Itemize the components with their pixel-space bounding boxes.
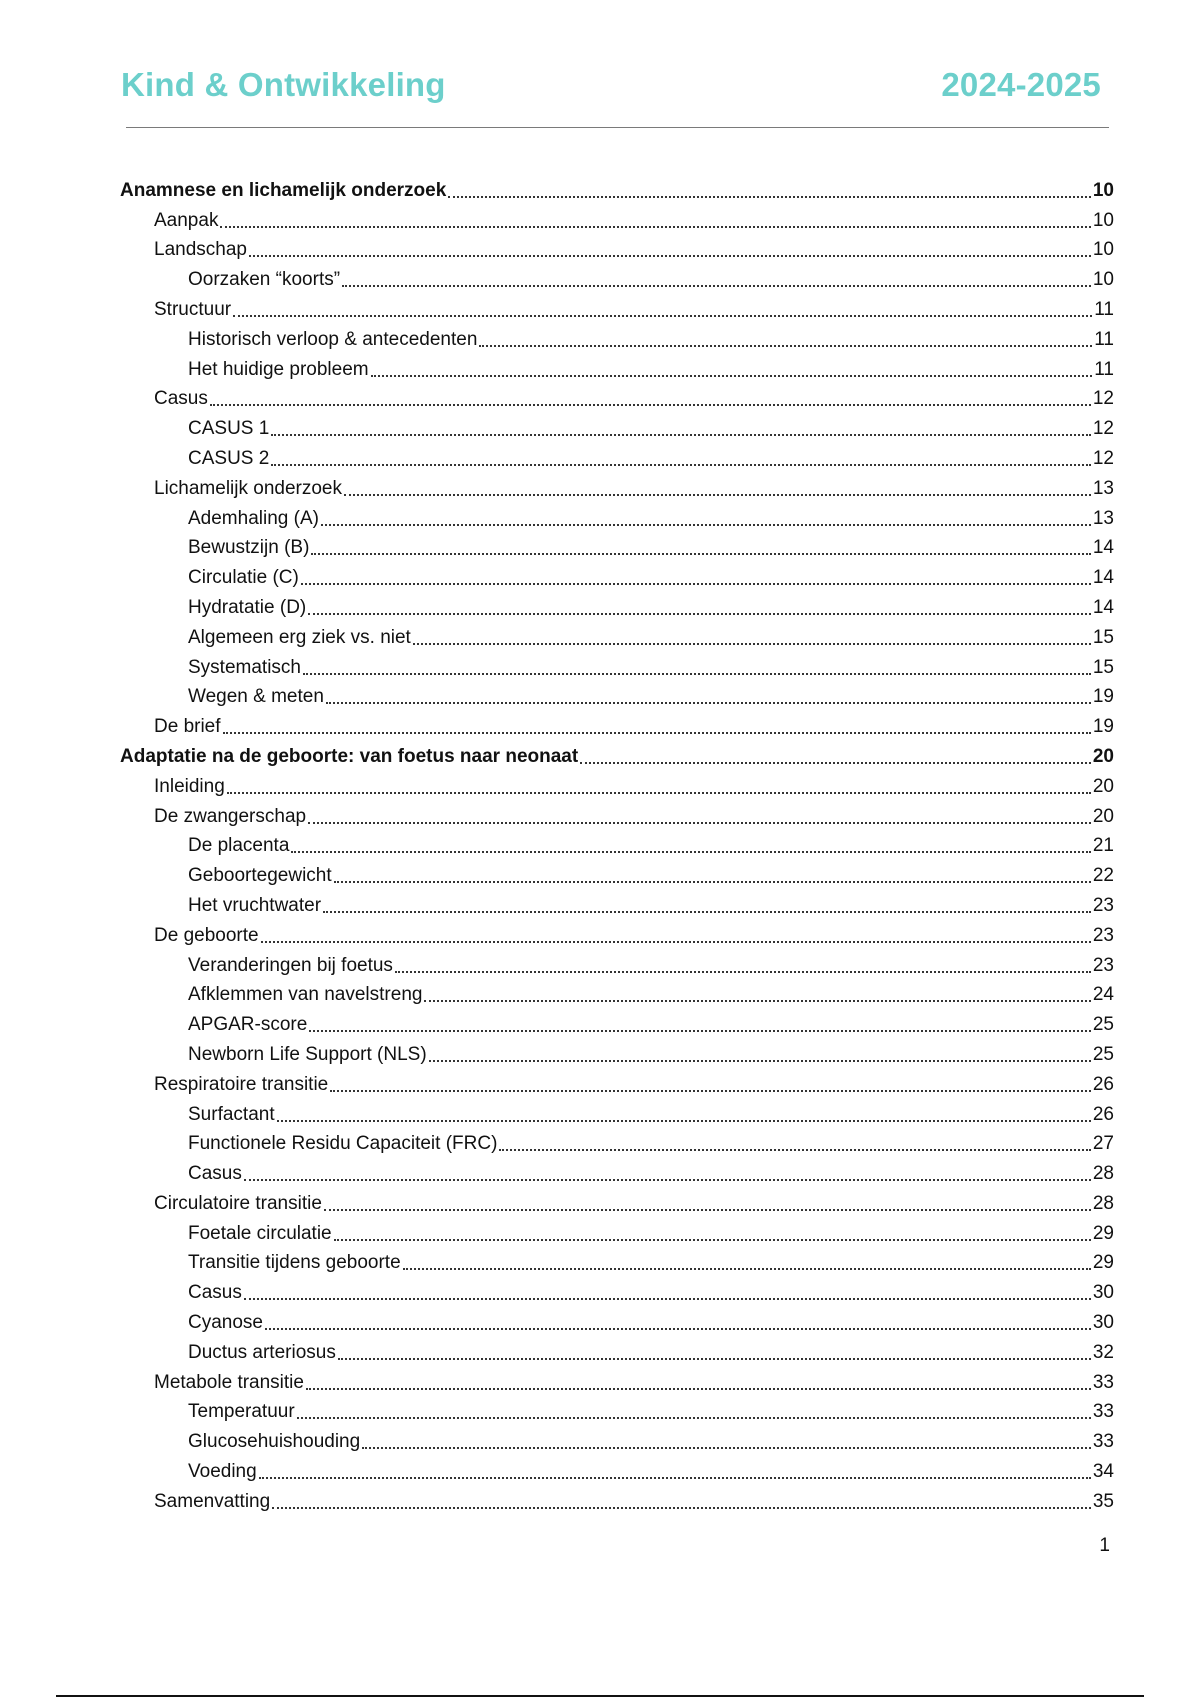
toc-entry[interactable] [120, 708, 1114, 738]
toc-entry[interactable] [120, 172, 1114, 202]
toc-entry-title: Systematisch [188, 656, 301, 678]
toc-entry-title: Casus [188, 1163, 242, 1185]
toc-entry[interactable] [120, 798, 1114, 828]
toc-entry[interactable] [120, 500, 1114, 530]
toc-entry-page: 10 [1092, 179, 1114, 201]
toc-entry[interactable] [120, 768, 1114, 798]
toc-entry[interactable] [120, 649, 1114, 679]
toc-entry-page: 28 [1092, 1192, 1114, 1214]
toc-entry-title: Newborn Life Support (NLS) [188, 1043, 427, 1065]
toc-entry[interactable] [120, 440, 1114, 470]
toc-entry-page: 10 [1092, 239, 1114, 261]
toc-dot-leader [321, 524, 1091, 526]
toc-entry-page: 12 [1092, 447, 1114, 469]
toc-dot-leader [334, 881, 1091, 883]
toc-entry-page: 15 [1092, 656, 1114, 678]
toc-entry-page: 26 [1092, 1073, 1114, 1095]
toc-entry[interactable] [120, 291, 1114, 321]
toc-entry-page: 10 [1092, 209, 1114, 231]
toc-entry-title: Respiratoire transitie [154, 1073, 329, 1095]
toc-entry-title: Historisch verloop & antecedenten [188, 328, 478, 350]
toc-dot-leader [265, 1328, 1091, 1330]
toc-dot-leader [271, 434, 1091, 436]
toc-entry-page: 15 [1092, 626, 1114, 648]
page-header [121, 66, 1101, 104]
toc-entry-page: 20 [1092, 745, 1114, 767]
toc-dot-leader [303, 673, 1091, 675]
toc-dot-leader [338, 1358, 1091, 1360]
toc-entry-page: 23 [1092, 924, 1114, 946]
toc-entry-title: Circulatie (C) [188, 567, 299, 589]
toc-entry-title: Geboortegewicht [188, 865, 332, 887]
toc-entry[interactable] [120, 589, 1114, 619]
toc-entry[interactable] [120, 1006, 1114, 1036]
toc-dot-leader [326, 702, 1091, 704]
toc-entry[interactable] [120, 381, 1114, 411]
toc-entry[interactable] [120, 1126, 1114, 1156]
toc-entry-page: 23 [1092, 894, 1114, 916]
toc-entry-title: Wegen & meten [188, 686, 324, 708]
toc-entry-title: De brief [154, 716, 221, 738]
toc-entry[interactable] [120, 351, 1114, 381]
toc-entry[interactable] [120, 1245, 1114, 1275]
toc-entry-title: Hydratatie (D) [188, 596, 307, 618]
toc-entry[interactable] [120, 917, 1114, 947]
toc-dot-leader [309, 1030, 1091, 1032]
toc-entry[interactable] [120, 530, 1114, 560]
toc-entry-title: Inleiding [154, 775, 225, 797]
toc-dot-leader [261, 941, 1091, 943]
toc-entry[interactable] [120, 1304, 1114, 1334]
toc-entry[interactable] [120, 1036, 1114, 1066]
toc-entry[interactable] [120, 261, 1114, 291]
toc-entry[interactable] [120, 1274, 1114, 1304]
toc-dot-leader [223, 732, 1091, 734]
toc-entry-title: Landschap [154, 239, 247, 261]
toc-dot-leader [210, 404, 1091, 406]
toc-dot-leader [395, 971, 1091, 973]
table-of-contents [120, 172, 1114, 1513]
toc-entry[interactable] [120, 1185, 1114, 1215]
toc-dot-leader [580, 762, 1091, 764]
toc-entry-title: Het vruchtwater [188, 894, 322, 916]
toc-entry-page: 34 [1092, 1461, 1114, 1483]
toc-entry-page: 21 [1092, 835, 1114, 857]
toc-entry[interactable] [120, 1215, 1114, 1245]
toc-entry-title: Casus [154, 388, 208, 410]
toc-entry[interactable] [120, 559, 1114, 589]
toc-entry[interactable] [120, 1096, 1114, 1126]
toc-entry-page: 12 [1092, 388, 1114, 410]
toc-dot-leader [297, 1417, 1091, 1419]
toc-entry[interactable] [120, 1423, 1114, 1453]
toc-entry-title: Ductus arteriosus [188, 1341, 336, 1363]
toc-entry-title: Foetale circulatie [188, 1222, 332, 1244]
toc-dot-leader [249, 255, 1091, 257]
toc-entry-page: 13 [1092, 477, 1114, 499]
toc-dot-leader [334, 1239, 1091, 1241]
toc-entry-title: Afklemmen van navelstreng [188, 984, 423, 1006]
toc-dot-leader [429, 1060, 1091, 1062]
toc-entry-title: CASUS 1 [188, 418, 270, 440]
toc-entry-title: Voeding [188, 1461, 257, 1483]
toc-entry-title: Transitie tijdens geboorte [188, 1252, 401, 1274]
toc-entry-page: 10 [1092, 269, 1114, 291]
toc-entry-title: Functionele Residu Capaciteit (FRC) [188, 1133, 498, 1155]
toc-dot-leader [479, 345, 1092, 347]
toc-dot-leader [272, 1507, 1091, 1509]
toc-entry-title: Het huidige probleem [188, 358, 369, 380]
toc-entry-page: 11 [1094, 298, 1114, 320]
toc-entry-title: Bewustzijn (B) [188, 537, 310, 559]
toc-entry-page: 29 [1092, 1222, 1114, 1244]
toc-entry[interactable] [120, 977, 1114, 1007]
toc-dot-leader [291, 851, 1090, 853]
toc-entry-page: 12 [1092, 418, 1114, 440]
toc-dot-leader [448, 196, 1091, 198]
toc-entry[interactable] [120, 1483, 1114, 1513]
toc-entry-page: 26 [1092, 1103, 1114, 1125]
toc-dot-leader [403, 1268, 1091, 1270]
toc-entry-page: 28 [1092, 1163, 1114, 1185]
toc-dot-leader [413, 643, 1091, 645]
toc-dot-leader [306, 1388, 1091, 1390]
footer-divider [56, 1695, 1144, 1697]
toc-entry-title: APGAR-score [188, 1014, 308, 1036]
toc-entry[interactable] [120, 321, 1114, 351]
toc-entry[interactable] [120, 202, 1114, 232]
toc-entry-title: Algemeen erg ziek vs. niet [188, 626, 411, 648]
toc-entry-title: Lichamelijk onderzoek [154, 477, 342, 499]
toc-dot-leader [499, 1149, 1090, 1151]
toc-dot-leader [311, 553, 1090, 555]
toc-dot-leader [259, 1477, 1091, 1479]
toc-dot-leader [308, 822, 1091, 824]
toc-entry-page: 14 [1092, 596, 1114, 618]
academic-year: 2024-2025 [941, 66, 1101, 103]
toc-entry-title: Ademhaling (A) [188, 507, 319, 529]
toc-dot-leader [342, 285, 1091, 287]
toc-entry-page: 30 [1092, 1312, 1114, 1334]
toc-entry-page: 30 [1092, 1282, 1114, 1304]
toc-entry-title: Surfactant [188, 1103, 275, 1125]
toc-entry-title: Metabole transitie [154, 1371, 304, 1393]
toc-entry-page: 33 [1092, 1371, 1114, 1393]
toc-entry-title: Cyanose [188, 1312, 263, 1334]
toc-entry[interactable] [120, 619, 1114, 649]
toc-entry-title: De zwangerschap [154, 805, 307, 827]
toc-entry[interactable] [120, 1453, 1114, 1483]
toc-dot-leader [227, 792, 1091, 794]
toc-entry-page: 27 [1092, 1133, 1114, 1155]
toc-entry[interactable] [120, 1364, 1114, 1394]
toc-dot-leader [330, 1090, 1091, 1092]
toc-dot-leader [233, 315, 1092, 317]
toc-entry[interactable] [120, 857, 1114, 887]
header-divider [126, 127, 1109, 128]
toc-dot-leader [371, 375, 1093, 377]
toc-entry-title: Adaptatie na de geboorte: van foetus naar neonaat [120, 745, 579, 767]
toc-entry[interactable] [120, 887, 1114, 917]
toc-entry-page: 23 [1092, 954, 1114, 976]
toc-entry-title: Circulatoire transitie [154, 1192, 322, 1214]
toc-entry[interactable] [120, 1394, 1114, 1424]
toc-entry-page: 14 [1092, 567, 1114, 589]
toc-dot-leader [424, 1000, 1090, 1002]
page-number: 1 [1099, 1535, 1110, 1556]
toc-entry-page: 22 [1092, 865, 1114, 887]
toc-entry[interactable] [120, 679, 1114, 709]
toc-entry-title: Casus [188, 1282, 242, 1304]
toc-entry-page: 11 [1094, 358, 1114, 380]
toc-entry-title: Structuur [154, 298, 232, 320]
toc-entry[interactable] [120, 828, 1114, 858]
toc-entry-title: Samenvatting [154, 1490, 271, 1512]
toc-entry-page: 25 [1092, 1014, 1114, 1036]
toc-entry-title: Glucosehuishouding [188, 1431, 361, 1453]
toc-entry-page: 19 [1092, 686, 1114, 708]
toc-entry[interactable] [120, 410, 1114, 440]
toc-dot-leader [362, 1447, 1091, 1449]
toc-entry-page: 20 [1092, 805, 1114, 827]
toc-entry-page: 32 [1092, 1341, 1114, 1363]
toc-dot-leader [244, 1298, 1091, 1300]
toc-entry-title: Oorzaken “koorts” [188, 269, 341, 291]
toc-entry-page: 13 [1092, 507, 1114, 529]
toc-entry[interactable] [120, 1155, 1114, 1185]
toc-entry-title: CASUS 2 [188, 447, 270, 469]
toc-dot-leader [271, 464, 1091, 466]
toc-entry[interactable] [120, 470, 1114, 500]
toc-dot-leader [324, 1209, 1091, 1211]
toc-entry-page: 24 [1092, 984, 1114, 1006]
toc-entry[interactable] [120, 738, 1114, 768]
toc-entry-title: Temperatuur [188, 1401, 295, 1423]
toc-entry-page: 29 [1092, 1252, 1114, 1274]
toc-entry-title: Anamnese en lichamelijk onderzoek [120, 179, 447, 201]
toc-entry-title: Veranderingen bij foetus [188, 954, 393, 976]
toc-entry[interactable] [120, 1334, 1114, 1364]
toc-dot-leader [244, 1179, 1091, 1181]
toc-entry[interactable] [120, 1066, 1114, 1096]
toc-dot-leader [301, 583, 1091, 585]
toc-entry-page: 14 [1092, 537, 1114, 559]
toc-entry-page: 11 [1094, 328, 1114, 350]
toc-dot-leader [323, 911, 1091, 913]
document-title: Kind & Ontwikkeling [121, 66, 446, 103]
toc-entry-page: 20 [1092, 775, 1114, 797]
toc-entry-page: 25 [1092, 1043, 1114, 1065]
toc-entry-title: De geboorte [154, 924, 259, 946]
toc-dot-leader [308, 613, 1091, 615]
toc-entry-page: 33 [1092, 1431, 1114, 1453]
toc-dot-leader [277, 1120, 1091, 1122]
toc-entry-title: De placenta [188, 835, 290, 857]
toc-dot-leader [344, 494, 1091, 496]
toc-entry-title: Aanpak [154, 209, 219, 231]
toc-entry[interactable] [120, 947, 1114, 977]
toc-entry-page: 19 [1092, 716, 1114, 738]
toc-entry-page: 33 [1092, 1401, 1114, 1423]
toc-entry[interactable] [120, 232, 1114, 262]
toc-dot-leader [220, 226, 1090, 228]
toc-entry-page: 35 [1092, 1490, 1114, 1512]
